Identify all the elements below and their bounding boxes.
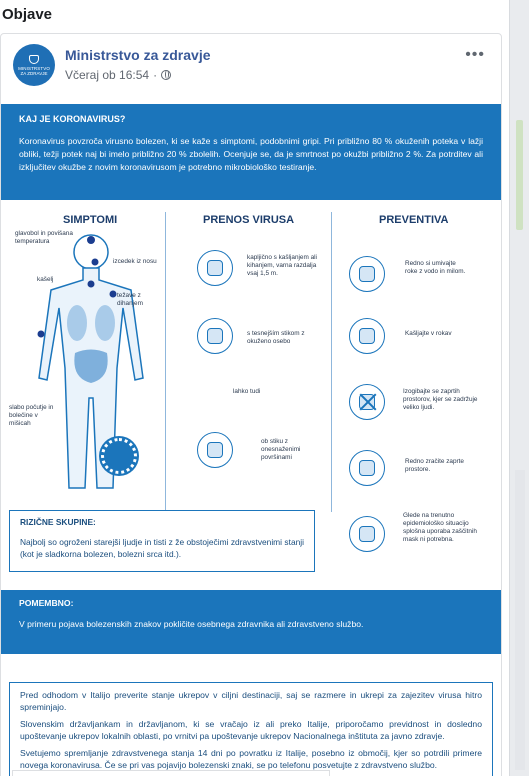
no-crowds-icon xyxy=(349,384,385,420)
symptom-label-malaise: slabo počutje in bolečine v mišicah xyxy=(9,404,54,427)
mask-icon xyxy=(349,516,385,552)
prevention-crowds: Izogibajte se zaprtih prostorov, kjer se zadržuje veliko ljudi. xyxy=(403,388,478,411)
transmission-droplet: kapljično s kašljanjem ali kihanjem, varna razdalja vsaj 1,5 m. xyxy=(247,254,317,277)
prevention-ventilate: Redno zračite zaprte prostore. xyxy=(405,458,464,473)
prevention-title: PREVENTIVA xyxy=(379,214,449,226)
transmission-title: PRENOS VIRUSA xyxy=(203,214,295,226)
more-options-button[interactable]: ••• xyxy=(465,46,485,63)
handshake-icon xyxy=(197,318,233,354)
important-text: V primeru pojava bolezenskih znakov pokličite osebnega zdravnika ali zdravstveno službo. xyxy=(19,619,364,629)
globe-icon[interactable] xyxy=(161,70,171,80)
transmission-also: lahko tudi xyxy=(233,388,261,395)
symptom-label-cough: kašelj xyxy=(37,276,54,283)
important-title: POMEMBNO: xyxy=(19,598,74,608)
transmission-contact: s tesnejším stikom z okuženo osebo xyxy=(247,330,305,345)
page-name-link[interactable]: Ministrstvo za zdravje xyxy=(65,47,211,63)
crest-icon xyxy=(29,55,39,64)
post-card xyxy=(0,33,502,776)
header-text: Koronavirus povzroča virusno bolezen, ki se kaže s simptomi, podobnimi gripi. Pri približno 80 % okuženih poteka v lažji obliki, težji potek naj bi imelo približno 20 % zbolelih. Ocenjuje se, da je smrtnost po okužbi približno 2 %. Za potrditev ali izključitev okužbe z novim koronavirusom je potrebno mikrobiološko testiranje. xyxy=(19,136,483,172)
post-timestamp[interactable]: Včeraj ob 16:54 xyxy=(65,68,150,82)
column-divider xyxy=(331,212,332,512)
risk-text: Najbolj so ogroženi starejši ljudje in tisti z že obstoječimi zdravstvenimi stanji (kot je sladkorna bolezen, bolezni srca itd.). xyxy=(20,537,304,559)
virus-icon xyxy=(101,438,137,474)
symptom-label-breathing: težave z dihanjem xyxy=(117,292,143,307)
droplet-icon xyxy=(197,250,233,286)
infographic-image[interactable] xyxy=(1,104,501,776)
right-sidebar-strip xyxy=(509,0,529,776)
prevention-mask: Glede na trenutno epidemiološko situacijo splošna uporaba zaščitnih mask ni potrebna. xyxy=(403,512,477,543)
prevention-cough: Kašljajte v rokav xyxy=(405,330,452,337)
page-avatar[interactable] xyxy=(13,44,55,86)
avatar-text-1: MINISTRSTVO xyxy=(18,65,50,71)
section-title: Objave xyxy=(2,6,53,23)
symptoms-title: SIMPTOMI xyxy=(63,214,118,226)
handwash-icon xyxy=(349,256,385,292)
cough-sleeve-icon xyxy=(349,318,385,354)
symptom-label-runny-nose: izcedek iz nosu xyxy=(113,258,157,265)
window-icon xyxy=(349,450,385,486)
post-meta xyxy=(65,68,171,82)
sidebar-accent xyxy=(516,120,523,230)
symptom-label-fever: glavobol in povišana temperatura xyxy=(15,230,73,245)
header-title: KAJ JE KORONAVIRUS? xyxy=(19,114,126,124)
header-block xyxy=(1,104,501,200)
post-header xyxy=(13,44,493,92)
column-divider xyxy=(165,212,166,512)
travel-advice-box xyxy=(9,682,493,776)
transmission-surfaces: ob stiku z onesnaženimi površinami xyxy=(261,438,301,461)
next-card-edge xyxy=(12,770,330,776)
risk-title: RIZIČNE SKUPINE: xyxy=(20,517,96,527)
avatar-text-2: ZA ZDRAVJE xyxy=(20,70,48,76)
meta-separator: · xyxy=(153,68,158,82)
risk-groups-box xyxy=(9,510,315,572)
prevention-handwash: Redno si umivajte roke z vodo in milom. xyxy=(405,260,466,275)
important-block xyxy=(1,590,501,654)
sidebar-bar xyxy=(515,470,525,770)
travel-paragraph: Slovenskim državljankam in državljanom, ki se vračajo iz ali preko Italije, priporočamo previdnost in dosledno upoštevanje ukrepov lokalnih oblasti, po vrnitvi pa upoštevanje ukrepov Nacionalnega inštituta za javno zdravje. xyxy=(20,719,482,741)
bottle-icon xyxy=(197,432,233,468)
travel-paragraph: Pred odhodom v Italijo preverite stanje ukrepov v ciljni destinaciji, saj se razmere in ukrepi za zajezitev virusa hitro spreminjajo. xyxy=(20,690,482,712)
travel-paragraph: Svetujemo spremljanje zdravstvenega stanja 14 dni po povratku iz Italije, posebno iz območij, kjer so potrdili primere novega koronavirusa. Če se pri vas pojavijo bolezenski znaki, se po telefonu posvetujte z zdravstveno službo. xyxy=(20,748,482,770)
